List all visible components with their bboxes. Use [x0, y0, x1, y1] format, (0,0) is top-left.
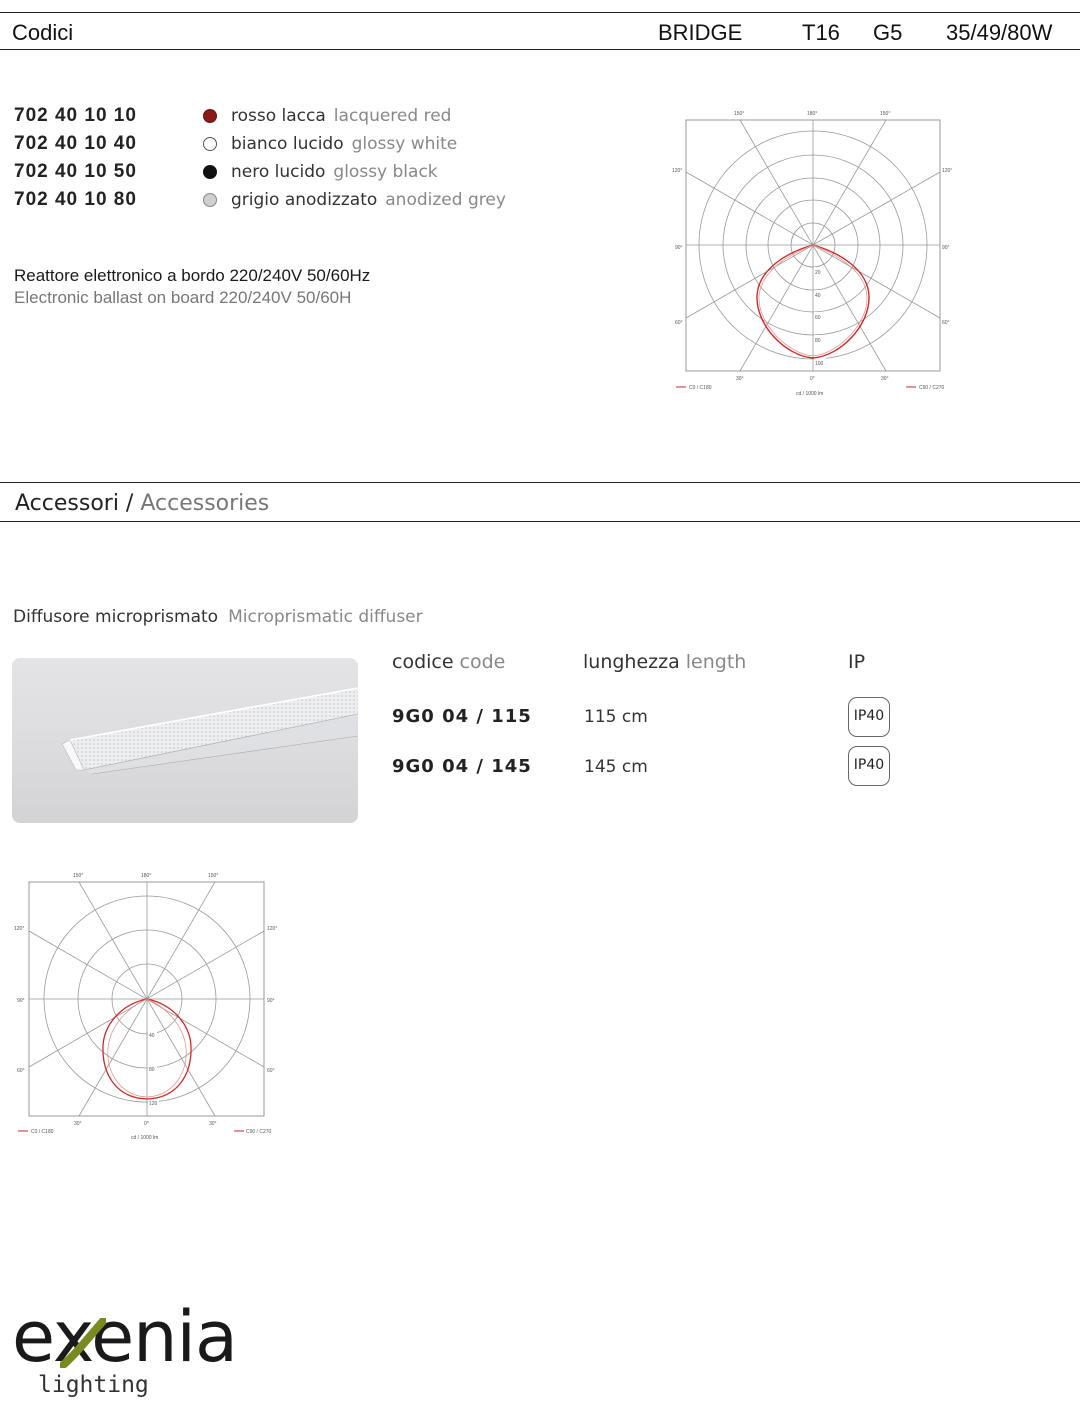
angle-label: 90° — [942, 245, 950, 251]
angle-label: 90° — [675, 245, 683, 251]
color-name: bianco lucido glossy white — [231, 134, 458, 154]
column-header-ip: IP — [848, 651, 866, 673]
power-rating: 35/49/80W — [946, 20, 1053, 45]
angle-label: 60° — [942, 320, 950, 326]
accessory-code: 9G0 04 / 145 — [392, 756, 532, 777]
ring-label: 40 — [815, 293, 821, 299]
angle-label: 60° — [267, 1068, 275, 1074]
accessories-title: Accessori / Accessories — [15, 491, 270, 516]
section-title: Codici — [12, 20, 74, 45]
color-name: nero lucido glossy black — [231, 162, 438, 182]
legend-right: C90 / C270 — [246, 1129, 272, 1135]
logo-wordmark: exenia — [12, 1296, 237, 1378]
accessory-length: 145 cm — [584, 757, 648, 777]
socket-type: G5 — [873, 20, 903, 45]
ballast-text-it: Reattore elettronico a bordo 220/240V 50/60Hz — [14, 266, 371, 285]
angle-label: 120° — [14, 926, 25, 932]
ballast-text-en: Electronic ballast on board 220/240V 50/60H — [14, 288, 352, 307]
legend-left: C0 / C180 — [689, 385, 712, 391]
unit-label: cd / 1000 lm — [131, 1135, 159, 1141]
ring-label: 80 — [815, 338, 821, 344]
angle-label: 0° — [144, 1121, 149, 1127]
product-code: 702 40 10 50 — [14, 161, 137, 182]
lamp-type: T16 — [802, 20, 840, 45]
product-name: BRIDGE — [658, 20, 743, 45]
angle-label: 90° — [267, 998, 275, 1004]
product-code: 702 40 10 80 — [14, 189, 137, 210]
ring-label: 120 — [149, 1101, 158, 1107]
legend-left: C0 / C180 — [31, 1129, 54, 1135]
product-code: 702 40 10 10 — [14, 105, 137, 126]
color-swatch-red — [203, 109, 217, 123]
ring-label: 20 — [815, 270, 821, 276]
logo-x-accent-icon — [60, 1318, 106, 1368]
polar-diagram-main — [668, 104, 958, 404]
angle-label: 30° — [209, 1121, 217, 1127]
color-swatch-white — [203, 137, 217, 151]
angle-label: 30° — [736, 376, 744, 382]
angle-label: 90° — [17, 998, 25, 1004]
color-name: grigio anodizzato anodized grey — [231, 190, 506, 210]
color-name: rosso lacca lacquered red — [231, 106, 452, 126]
angle-label: 150° — [880, 111, 891, 117]
codes-header-bar — [0, 12, 1080, 50]
ip-badge: IP40 — [848, 746, 890, 786]
unit-label: cd / 1000 lm — [796, 391, 824, 397]
color-swatch-black — [203, 165, 217, 179]
angle-label: 60° — [17, 1068, 25, 1074]
diffuser-photo — [12, 658, 358, 823]
angle-label: 150° — [73, 873, 84, 879]
accessory-length: 115 cm — [584, 707, 648, 727]
color-swatch-grey — [203, 193, 217, 207]
angle-label: 120° — [942, 168, 953, 174]
angle-label: 150° — [734, 111, 745, 117]
product-code: 702 40 10 40 — [14, 133, 137, 154]
angle-label: 60° — [675, 320, 683, 326]
ip-badge: IP40 — [848, 697, 890, 737]
angle-label: 0° — [810, 376, 815, 382]
angle-label: 180° — [141, 873, 152, 879]
ring-label: 60 — [815, 315, 821, 321]
ring-label: 80 — [149, 1067, 155, 1073]
ring-label: 40 — [149, 1033, 155, 1039]
logo-subtitle: lighting — [38, 1372, 149, 1398]
angle-label: 150° — [208, 873, 219, 879]
legend-right: C90 / C270 — [919, 385, 945, 391]
angle-label: 180° — [807, 111, 818, 117]
polar-diagram-accessory — [10, 866, 285, 1146]
angle-label: 30° — [881, 376, 889, 382]
column-header-code: codice code — [392, 651, 506, 673]
accessories-header-bar — [0, 482, 1080, 522]
column-header-length: lunghezza length — [583, 651, 747, 673]
accessory-code: 9G0 04 / 115 — [392, 706, 532, 727]
angle-label: 120° — [672, 168, 683, 174]
angle-label: 30° — [74, 1121, 82, 1127]
angle-label: 120° — [267, 926, 278, 932]
ring-label: 100 — [815, 361, 824, 367]
diffuser-title: Diffusore microprismato Microprismatic diffuser — [13, 607, 423, 627]
